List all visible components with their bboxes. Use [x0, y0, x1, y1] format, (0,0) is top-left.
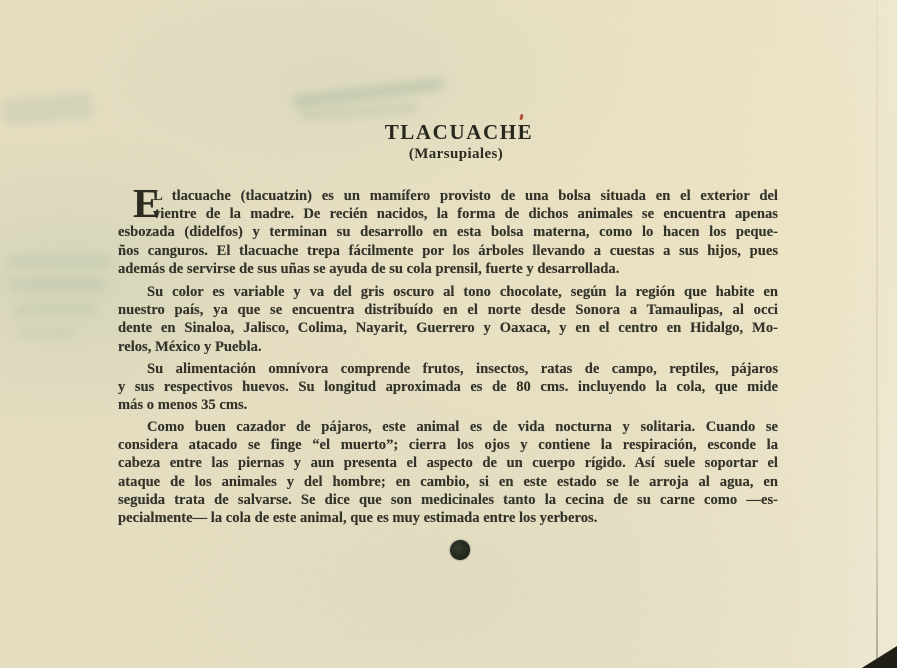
text-line: ataque de los animales y del hombre; en cambio, si en este estado se le arroja al agua, en — [118, 473, 778, 490]
text-line: considera atacado se finge “el muerto”; cierra los ojos y contiene la respiración, esconde la — [118, 437, 778, 454]
text-line: Como buen cazador de pájaros, este animal es de vida nocturna y solitaria. Cuando se — [147, 419, 778, 435]
paragraph-1 — [118, 180, 778, 278]
page-subtitle: (Marsupiales) — [408, 146, 504, 162]
bleed-through-ghost — [14, 304, 96, 316]
text-line: seguida trata de salvarse. Se dice que son medicinales tanto la cecina de su carne como —es- — [118, 491, 778, 508]
text-line: relos, México y Puebla. — [118, 338, 262, 355]
text-line: además de servirse de sus uñas se ayuda de su cola prensil, fuerte y desarrollada. — [118, 260, 620, 277]
text-line: Su alimentación omnívora comprende frutos, insectos, ratas de campo, reptiles, pájaros — [147, 361, 778, 377]
text-line: más o menos 35 cms. — [118, 397, 248, 414]
paragraph-4 — [118, 418, 778, 527]
text-line: nuestro país, ya que se encuentra distribuído en el norte desde Sonora a Tamaulipas, al occi — [118, 302, 778, 319]
text-line: ños canguros. El tlacuache trepa fácilmente por los árboles llevando a cuestas a sus hijos, pues — [118, 242, 778, 259]
text-line: vientre de la madre. De recién nacidos, la forma de dichos animales se encuentra apenas — [153, 206, 778, 223]
bleed-through-ghost — [3, 92, 93, 126]
end-of-text-dot — [450, 540, 470, 560]
bleed-through-ghost — [10, 278, 106, 291]
text-line: y sus respectivos huevos. Su longitud aproximada es de 80 cms. incluyendo la cola, que mide — [118, 379, 778, 396]
text-line: esbozada (didelfos) y terminan su desarrollo en esta bolsa materna, como lo hacen los peque- — [118, 224, 778, 241]
text-line: L tlacuache (tlacuatzin) es un mamífero provisto de una bolsa situada en el exterior del — [153, 188, 778, 204]
page-edge-line — [876, 0, 878, 668]
text-line: Su color es variable y va del gris oscuro al tono chocolate, según la región que habite en — [147, 284, 778, 300]
text-line: dente en Sinaloa, Jalisco, Colima, Nayarit, Guerrero y Oaxaca, y en el centro en Hidalgo, Mo- — [118, 320, 778, 337]
page-title: TLACUACHE — [384, 120, 534, 144]
bleed-through-ghost — [18, 327, 76, 337]
text-line: pecialmente— la cola de este animal, que es muy estimada entre los yerberos. — [118, 510, 598, 527]
text-line: cabeza entre las piernas y aun presenta el aspecto de un cuerpo rígido. Así suele soportar el — [118, 455, 778, 472]
paragraph-2 — [118, 283, 778, 356]
bleed-through-ghost — [6, 255, 110, 268]
drop-cap: E — [133, 180, 161, 226]
paragraph-3 — [118, 360, 778, 415]
scan-corner-shadow — [857, 646, 897, 668]
page-content — [118, 0, 778, 668]
